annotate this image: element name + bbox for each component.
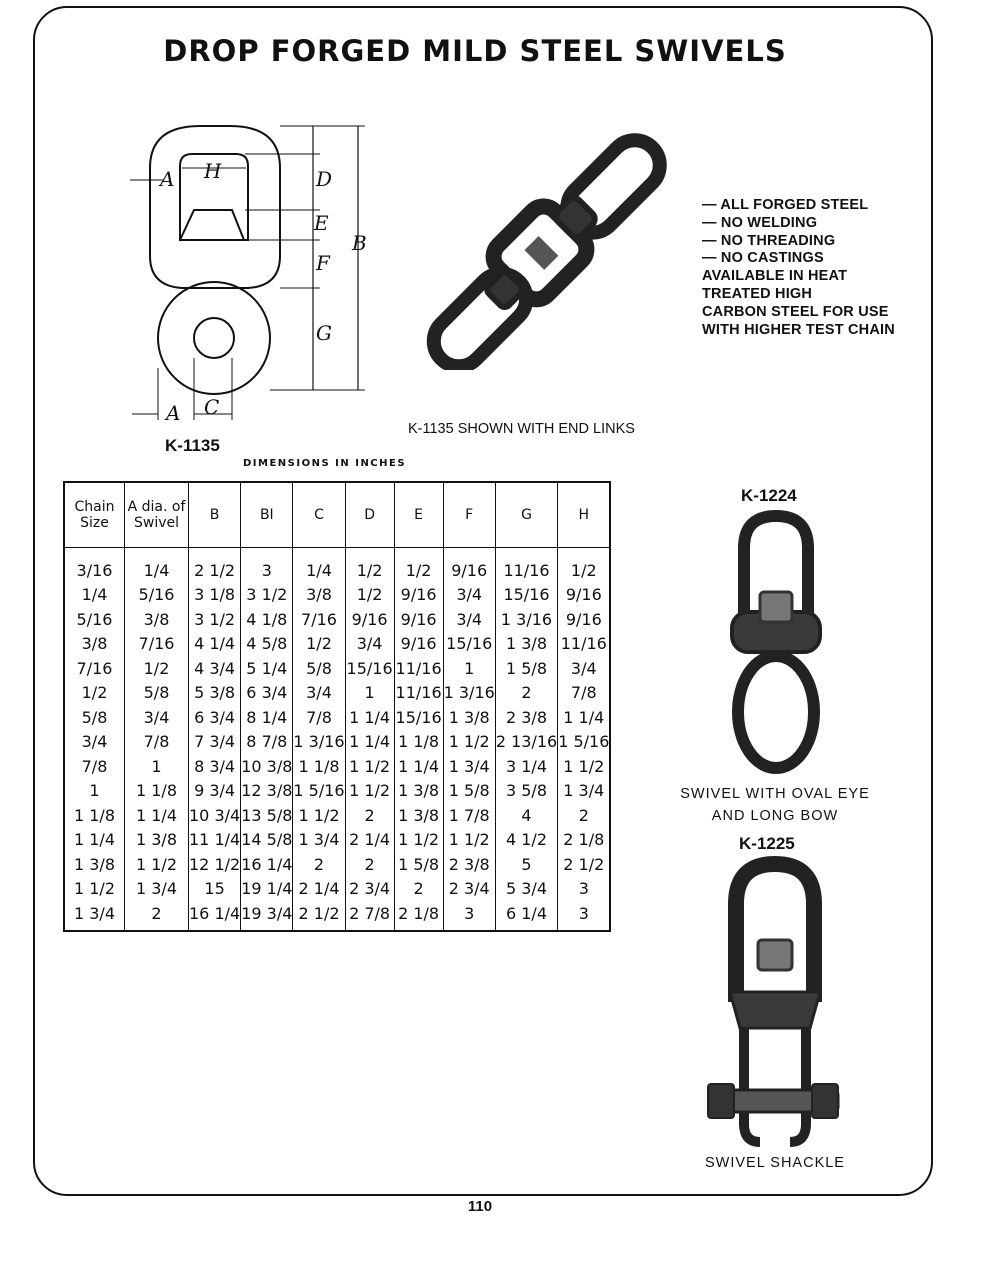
table-cell: 1/2	[558, 548, 611, 583]
table-cell: 9/16	[345, 607, 394, 632]
table-cell: 7/16	[64, 656, 125, 681]
table-cell: 1 1/8	[394, 730, 443, 755]
table-cell: 2	[293, 852, 345, 877]
table-cell: 1 1/2	[125, 852, 189, 877]
table-cell: 1 3/8	[125, 828, 189, 853]
table-cell: 2	[558, 803, 611, 828]
table-cell: 3	[443, 901, 495, 931]
table-cell: 5 1/4	[241, 656, 293, 681]
page-number: 110	[467, 1198, 493, 1215]
table-row	[64, 779, 610, 804]
table-cell: 3/8	[64, 632, 125, 657]
table-cell: 9/16	[394, 632, 443, 657]
table-row	[64, 632, 610, 657]
table-cell: 1 3/8	[443, 705, 495, 730]
table-cell: 1 1/8	[64, 803, 125, 828]
table-row	[64, 828, 610, 853]
table-cell: 1 1/2	[345, 779, 394, 804]
table-cell: 1 1/4	[394, 754, 443, 779]
table-cell: 1/4	[64, 583, 125, 608]
model-k1135-label: K-1135	[165, 436, 220, 455]
table-cell: 1 3/4	[558, 779, 611, 804]
table-cell: 3 1/2	[189, 607, 241, 632]
header-f: F	[443, 482, 495, 548]
table-row	[64, 705, 610, 730]
table-cell: 1 1/2	[443, 730, 495, 755]
feature-item: TREATED HIGH	[702, 285, 813, 302]
table-cell: 4 1/4	[189, 632, 241, 657]
swivel-dimension-diagram	[120, 118, 380, 428]
table-cell: 8 7/8	[241, 730, 293, 755]
table-body	[64, 548, 610, 931]
table-cell: 1 1/4	[558, 705, 611, 730]
model-k1224-label: K-1224	[741, 486, 797, 505]
table-row	[64, 852, 610, 877]
table-cell: 1 1/2	[64, 877, 125, 902]
feature-list	[702, 197, 922, 339]
table-cell: 3 5/8	[495, 779, 557, 804]
table-cell: 1 3/4	[293, 828, 345, 853]
table-cell: 3	[241, 548, 293, 583]
table-cell: 8 3/4	[189, 754, 241, 779]
table-cell: 19 1/4	[241, 877, 293, 902]
table-cell: 2 1/2	[293, 901, 345, 931]
k1224-photo	[726, 508, 826, 776]
table-cell: 1 3/16	[443, 681, 495, 706]
table-cell: 12 3/8	[241, 779, 293, 804]
k1224-caption-line2: AND LONG BOW	[711, 808, 839, 824]
table-row	[64, 754, 610, 779]
table-cell: 3/4	[443, 607, 495, 632]
table-cell: 2 3/8	[443, 852, 495, 877]
table-cell: 1 1/2	[345, 754, 394, 779]
dimensions-table	[63, 481, 611, 932]
table-cell: 1	[125, 754, 189, 779]
table-cell: 15/16	[443, 632, 495, 657]
page-title: DROP FORGED MILD STEEL SWIVELS	[163, 34, 787, 68]
table-cell: 3/4	[443, 583, 495, 608]
table-cell: 3/8	[125, 607, 189, 632]
table-cell: 3/4	[558, 656, 611, 681]
header-e: E	[394, 482, 443, 548]
table-cell: 5/16	[64, 607, 125, 632]
table-cell: 3/4	[64, 730, 125, 755]
table-cell: 1 3/8	[64, 852, 125, 877]
k1224-caption	[660, 783, 890, 827]
dim-letter-f: F	[316, 251, 330, 275]
dim-letter-g: G	[316, 321, 332, 345]
header-a-dia: A dia. of Swivel	[125, 482, 189, 548]
table-cell: 2	[394, 877, 443, 902]
table-cell: 1 5/16	[293, 779, 345, 804]
table-cell: 2	[345, 852, 394, 877]
table-cell: 9/16	[443, 548, 495, 583]
table-cell: 2 7/8	[345, 901, 394, 931]
table-cell: 6 3/4	[189, 705, 241, 730]
table-cell: 3 1/2	[241, 583, 293, 608]
table-cell: 4 1/8	[241, 607, 293, 632]
table-cell: 11/16	[495, 548, 557, 583]
table-cell: 9/16	[558, 607, 611, 632]
table-cell: 1 5/16	[558, 730, 611, 755]
table-cell: 7/8	[125, 730, 189, 755]
table-cell: 15/16	[495, 583, 557, 608]
table-cell: 1 3/4	[125, 877, 189, 902]
table-cell: 1 1/4	[125, 803, 189, 828]
table-cell: 1/2	[125, 656, 189, 681]
table-cell: 3	[558, 901, 611, 931]
feature-item: — NO THREADING	[702, 232, 836, 249]
table-cell: 5/16	[125, 583, 189, 608]
k1135-photo-caption: K-1135 SHOWN WITH END LINKS	[408, 421, 635, 437]
table-cell: 2 1/2	[189, 548, 241, 583]
table-row	[64, 607, 610, 632]
dim-letter-a-bottom: A	[166, 401, 181, 425]
table-cell: 2 1/2	[558, 852, 611, 877]
table-cell: 2 13/16	[495, 730, 557, 755]
table-cell: 1	[443, 656, 495, 681]
header-b: B	[189, 482, 241, 548]
table-cell: 5	[495, 852, 557, 877]
k1225-photo	[700, 852, 850, 1152]
table-cell: 15	[189, 877, 241, 902]
table-cell: 1/4	[293, 548, 345, 583]
dim-letter-a-top: A	[160, 167, 175, 191]
dim-letter-h: H	[204, 159, 222, 183]
table-row	[64, 681, 610, 706]
table-cell: 3/4	[125, 705, 189, 730]
table-cell: 4 1/2	[495, 828, 557, 853]
table-cell: 2 3/4	[443, 877, 495, 902]
table-cell: 11 1/4	[189, 828, 241, 853]
header-d: D	[345, 482, 394, 548]
table-cell: 5/8	[125, 681, 189, 706]
table-cell: 5/8	[293, 656, 345, 681]
table-cell: 4	[495, 803, 557, 828]
table-cell: 11/16	[394, 681, 443, 706]
k1224-caption-line1: SWIVEL WITH OVAL EYE	[680, 786, 870, 802]
table-cell: 13 5/8	[241, 803, 293, 828]
table-cell: 1 5/8	[443, 779, 495, 804]
table-row	[64, 656, 610, 681]
table-cell: 3/4	[345, 632, 394, 657]
table-cell: 7 3/4	[189, 730, 241, 755]
table-cell: 1/2	[64, 681, 125, 706]
table-cell: 4 5/8	[241, 632, 293, 657]
dim-letter-e: E	[314, 211, 329, 235]
table-cell: 1/2	[345, 548, 394, 583]
table-cell: 1 1/2	[443, 828, 495, 853]
table-cell: 1 3/4	[443, 754, 495, 779]
table-cell: 1 5/8	[495, 656, 557, 681]
table-cell: 1/2	[293, 632, 345, 657]
table-cell: 10 3/4	[189, 803, 241, 828]
feature-item: WITH HIGHER TEST CHAIN	[702, 321, 895, 338]
table-cell: 2	[125, 901, 189, 931]
header-h: H	[558, 482, 611, 548]
table-cell: 5/8	[64, 705, 125, 730]
table-cell: 2 1/4	[345, 828, 394, 853]
table-cell: 2 1/8	[558, 828, 611, 853]
table-cell: 14 5/8	[241, 828, 293, 853]
feature-item: CARBON STEEL FOR USE	[702, 303, 889, 320]
table-cell: 2 3/8	[495, 705, 557, 730]
table-cell: 1/4	[125, 548, 189, 583]
table-cell: 6 1/4	[495, 901, 557, 931]
table-cell: 4 3/4	[189, 656, 241, 681]
table-cell: 11/16	[558, 632, 611, 657]
table-cell: 1 7/8	[443, 803, 495, 828]
header-c: C	[293, 482, 345, 548]
table-cell: 12 1/2	[189, 852, 241, 877]
k1135-photo	[410, 120, 690, 370]
table-row	[64, 877, 610, 902]
table-cell: 1 3/8	[394, 803, 443, 828]
table-cell: 5 3/4	[495, 877, 557, 902]
table-cell: 9 3/4	[189, 779, 241, 804]
table-row	[64, 730, 610, 755]
table-cell: 1/2	[394, 548, 443, 583]
table-cell: 1 1/2	[293, 803, 345, 828]
table-cell: 15/16	[345, 656, 394, 681]
table-cell: 2 1/4	[293, 877, 345, 902]
table-row	[64, 548, 610, 583]
table-cell: 9/16	[394, 607, 443, 632]
table-cell: 1 3/8	[495, 632, 557, 657]
table-cell: 11/16	[394, 656, 443, 681]
table-cell: 7/8	[64, 754, 125, 779]
table-header-row	[64, 482, 610, 548]
table-cell: 9/16	[558, 583, 611, 608]
header-g: G	[495, 482, 557, 548]
table-cell: 1 3/16	[293, 730, 345, 755]
table-cell: 1 1/8	[125, 779, 189, 804]
table-row	[64, 901, 610, 931]
table-cell: 1 1/4	[345, 730, 394, 755]
table-cell: 1 5/8	[394, 852, 443, 877]
table-cell: 3 1/4	[495, 754, 557, 779]
table-cell: 2	[345, 803, 394, 828]
table-cell: 10 3/8	[241, 754, 293, 779]
table-cell: 1 3/8	[394, 779, 443, 804]
dim-letter-b: B	[352, 231, 367, 255]
header-bi: BI	[241, 482, 293, 548]
table-cell: 1 1/4	[64, 828, 125, 853]
table-cell: 19 3/4	[241, 901, 293, 931]
table-cell: 3	[558, 877, 611, 902]
table-cell: 3/4	[293, 681, 345, 706]
table-row	[64, 583, 610, 608]
units-note: DIMENSIONS IN INCHES	[243, 458, 407, 469]
table-cell: 1	[345, 681, 394, 706]
table-cell: 1 1/4	[345, 705, 394, 730]
feature-item: — ALL FORGED STEEL	[702, 197, 869, 213]
table-cell: 7/8	[558, 681, 611, 706]
header-chain-size: Chain Size	[64, 482, 125, 548]
table-cell: 15/16	[394, 705, 443, 730]
table-cell: 3 1/8	[189, 583, 241, 608]
dim-letter-d: D	[316, 167, 333, 191]
table-cell: 6 3/4	[241, 681, 293, 706]
table-cell: 7/16	[293, 607, 345, 632]
table-cell: 16 1/4	[241, 852, 293, 877]
table-cell: 5 3/8	[189, 681, 241, 706]
table-cell: 8 1/4	[241, 705, 293, 730]
table-cell: 3/16	[64, 548, 125, 583]
table-cell: 3/8	[293, 583, 345, 608]
table-row	[64, 803, 610, 828]
table-cell: 2	[495, 681, 557, 706]
feature-item: AVAILABLE IN HEAT	[702, 268, 848, 285]
table-cell: 1/2	[345, 583, 394, 608]
table-cell: 7/16	[125, 632, 189, 657]
model-k1225-label: K-1225	[739, 834, 795, 853]
feature-item: — NO CASTINGS	[702, 250, 824, 267]
table-cell: 1 1/2	[558, 754, 611, 779]
table-cell: 7/8	[293, 705, 345, 730]
table-cell: 9/16	[394, 583, 443, 608]
table-cell: 2 1/8	[394, 901, 443, 931]
table-cell: 1 3/4	[64, 901, 125, 931]
table-cell: 16 1/4	[189, 901, 241, 931]
table-cell: 1 3/16	[495, 607, 557, 632]
k1225-caption: SWIVEL SHACKLE	[705, 1155, 845, 1171]
table-cell: 1 1/2	[394, 828, 443, 853]
feature-item: — NO WELDING	[702, 214, 818, 231]
table-cell: 1	[64, 779, 125, 804]
table-cell: 1 1/8	[293, 754, 345, 779]
dim-letter-c: C	[204, 395, 220, 419]
table-cell: 2 3/4	[345, 877, 394, 902]
